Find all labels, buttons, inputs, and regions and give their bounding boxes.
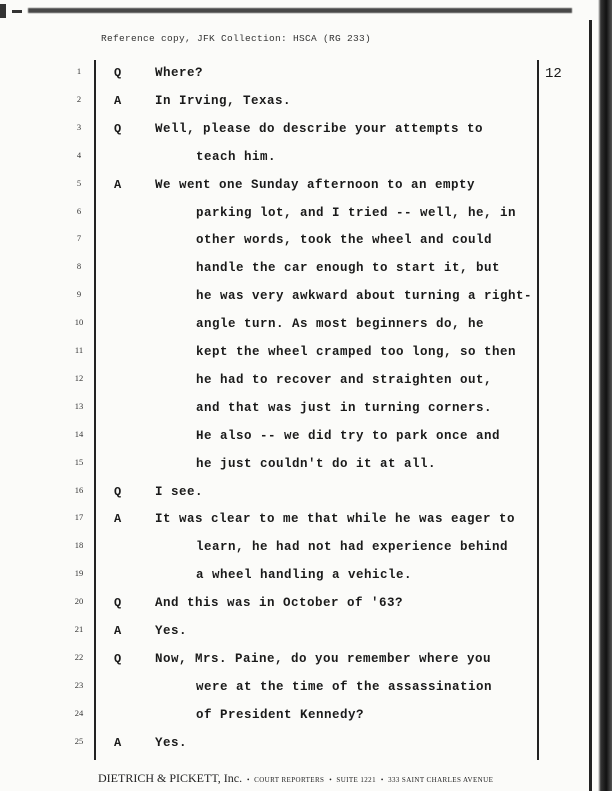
line-number: 12 — [74, 372, 84, 383]
line-number: 10 — [74, 317, 84, 328]
page-footer: DIETRICH & PICKETT, Inc. • COURT REPORTERS • SUITE 1221 • 333 SAINT CHARLES AVENUE — [98, 771, 494, 785]
transcript-line — [0, 483, 537, 507]
line-number: 25 — [74, 735, 84, 746]
line-text: a wheel handling a vehicle. — [196, 568, 413, 583]
scan-tick — [12, 10, 22, 13]
speaker-label: A — [114, 512, 122, 527]
transcript-line — [0, 259, 537, 283]
line-text: he just couldn't do it at all. — [196, 456, 437, 471]
transcript-line — [0, 148, 537, 172]
reference-header: Reference copy, JFK Collection: HSCA (RG 233) — [101, 33, 372, 44]
footer-role: COURT REPORTERS — [254, 776, 325, 784]
speaker-label: Q — [114, 66, 122, 80]
line-text: handle the car enough to start it, but — [196, 261, 501, 276]
line-text: He also -- we did try to park once and — [196, 428, 501, 443]
line-text: teach him. — [196, 149, 277, 164]
transcript-line — [0, 734, 537, 758]
footer-address: 333 SAINT CHARLES AVENUE — [388, 776, 494, 784]
speaker-label: A — [114, 93, 122, 108]
line-text: he had to recover and straighten out, — [196, 372, 493, 387]
transcript-line — [0, 343, 537, 367]
transcript-line — [0, 399, 537, 423]
line-text: Where? — [155, 66, 204, 80]
transcript-line — [0, 706, 537, 730]
line-text: I see. — [155, 484, 204, 499]
line-number: 20 — [74, 596, 84, 607]
transcript-line — [0, 594, 537, 618]
scan-mark — [0, 4, 6, 18]
line-number: 8 — [76, 261, 82, 272]
speaker-label: Q — [114, 651, 122, 666]
transcript-line — [0, 371, 537, 395]
transcript-line — [0, 64, 537, 88]
line-text: other words, took the wheel and could — [196, 233, 493, 248]
right-margin-rule — [537, 60, 539, 760]
line-number: 2 — [76, 93, 82, 104]
transcript-line — [0, 678, 537, 702]
line-text: In Irving, Texas. — [155, 93, 292, 108]
transcript-line — [0, 315, 537, 339]
line-number: 5 — [76, 177, 82, 188]
transcript-line — [0, 176, 537, 200]
transcript-line — [0, 510, 537, 534]
line-text: were at the time of the assassination — [196, 679, 493, 694]
line-text: kept the wheel cramped too long, so then — [196, 345, 517, 359]
line-number: 17 — [74, 512, 84, 523]
footer-suite: SUITE 1221 — [336, 776, 376, 784]
transcript-line — [0, 622, 537, 646]
line-number: 11 — [74, 345, 84, 355]
line-text: Well, please do describe your attempts to — [155, 121, 484, 136]
footer-company: DIETRICH & PICKETT, Inc. — [98, 771, 243, 785]
line-text: Now, Mrs. Paine, do you remember where you — [155, 651, 492, 666]
speaker-label: Q — [114, 596, 122, 611]
line-number: 15 — [74, 456, 84, 467]
transcript-line — [0, 92, 537, 116]
speaker-label: A — [114, 735, 122, 750]
scan-top-edge — [0, 0, 612, 20]
speaker-label: Q — [114, 484, 122, 499]
line-number: 16 — [74, 484, 84, 495]
line-text: It was clear to me that while he was eager to — [155, 512, 516, 527]
line-number: 9 — [76, 289, 82, 300]
line-number: 13 — [74, 400, 84, 411]
transcript-line — [0, 650, 537, 674]
line-text: And this was in October of '63? — [155, 596, 404, 611]
scan-right-edge — [598, 0, 612, 791]
line-text: learn, he had not had experience behind — [196, 540, 509, 555]
line-number: 23 — [74, 679, 84, 690]
transcript-line — [0, 566, 537, 590]
line-number: 18 — [74, 540, 84, 551]
transcript-line — [0, 231, 537, 255]
line-text: Yes. — [155, 624, 188, 638]
line-number: 14 — [74, 428, 84, 439]
line-text: he was very awkward about turning a right- — [196, 289, 533, 304]
page-number: 12 — [545, 66, 562, 82]
line-text: Yes. — [155, 735, 188, 750]
speaker-label: A — [114, 177, 122, 192]
speaker-label: A — [114, 624, 122, 638]
line-number: 22 — [74, 651, 84, 662]
transcript-line — [0, 287, 537, 311]
line-text: We went one Sunday afternoon to an empty — [155, 177, 476, 192]
transcript-line — [0, 455, 537, 479]
line-text: angle turn. As most beginners do, he — [196, 317, 485, 332]
line-number: 7 — [76, 233, 82, 244]
line-number: 1 — [76, 66, 82, 76]
line-number: 4 — [76, 149, 82, 160]
speaker-label: Q — [114, 121, 122, 136]
line-number: 21 — [74, 624, 84, 634]
line-text: and that was just in turning corners. — [196, 400, 493, 415]
scan-noise-bar — [28, 8, 572, 13]
line-text: of President Kennedy? — [196, 707, 365, 722]
scan-right-line — [589, 20, 592, 791]
line-number: 3 — [76, 121, 82, 132]
line-number: 19 — [74, 568, 84, 579]
transcript-line — [0, 427, 537, 451]
transcript-line — [0, 120, 537, 144]
line-text: parking lot, and I tried -- well, he, in — [196, 205, 517, 220]
transcript-line — [0, 204, 537, 228]
line-number: 6 — [76, 205, 82, 216]
line-number: 24 — [74, 707, 84, 718]
transcript-line — [0, 538, 537, 562]
